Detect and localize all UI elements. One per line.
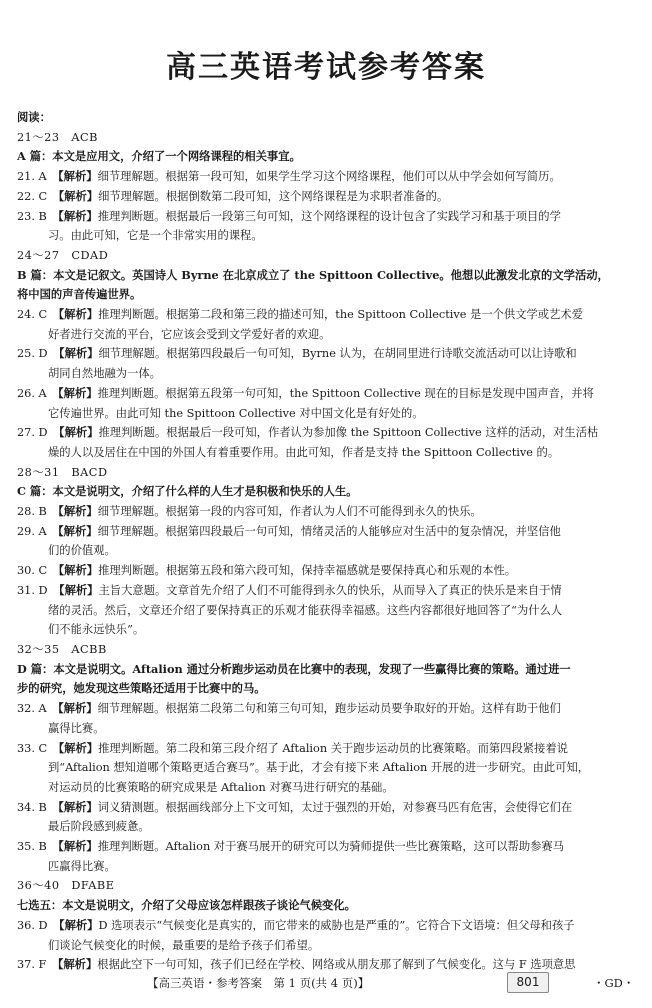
explanation-text: 推理判断题。Aftalion 对于赛马展开的研究可以为骑师提供一些比赛策略，这可以帮助参赛马 xyxy=(97,840,565,854)
explanation-text: 主旨大意题。文章首先介绍了人们不可能得到永久的快乐，从而导入了真正的快乐是来自于情 xyxy=(98,583,562,597)
answer-range: 24～27 CDAD xyxy=(17,248,109,262)
question-answer: 27. D xyxy=(17,426,48,440)
explanation-continued: 到“Aftalion 想知道哪个策略更适合赛马”。基于此，才会有接下来 Aftalion 开展的进一步研究。由此可知， xyxy=(48,761,590,775)
analysis-tag: 【解析】 xyxy=(52,523,98,538)
question-answer: 22. C xyxy=(17,189,48,203)
analysis-tag: 【解析】 xyxy=(52,957,98,972)
passage-summary: C 篇：本文是说明文，介绍了什么样的人生才是积极和快乐的人生。 xyxy=(17,484,358,499)
explanation-continued: 习。由此可知，它是一个非常实用的课程。 xyxy=(48,229,263,243)
answer-item xyxy=(17,344,639,364)
analysis-tag: 【解析】 xyxy=(52,740,99,755)
passage-summary: A 篇：本文是应用文，介绍了一个网络课程的相关事宜。 xyxy=(17,149,301,164)
answer-item xyxy=(17,502,639,522)
analysis-tag: 【解析】 xyxy=(53,346,99,361)
question-answer: 30. C xyxy=(17,564,48,578)
analysis-tag: 【解析】 xyxy=(52,169,98,184)
passage-summary: 步的研究，她发现这些策略还适用于比赛中的马。 xyxy=(17,681,266,696)
analysis-tag: 【解析】 xyxy=(52,701,98,716)
analysis-tag: 【解析】 xyxy=(52,188,99,203)
answer-item xyxy=(17,699,639,719)
explanation-text: 细节理解题。根据第四段最后一句可知，Byrne 认为，在胡同里进行诗歌交流活动可以让诗歌和 xyxy=(98,347,577,361)
explanation-continued: 赢得比赛。 xyxy=(48,721,105,735)
explanation-continued: 们不能永远快乐”。 xyxy=(48,623,145,637)
answer-item xyxy=(17,167,639,187)
question-answer: 31. D xyxy=(17,583,48,597)
answer-item xyxy=(17,739,639,759)
answer-item xyxy=(17,207,639,227)
analysis-tag: 【解析】 xyxy=(53,917,99,932)
analysis-tag: 【解析】 xyxy=(53,582,99,597)
explanation-continued: 好者进行交流的平台，它应该会受到文学爱好者的欢迎。 xyxy=(48,327,331,341)
explanation-continued: 匹赢得比赛。 xyxy=(48,859,116,873)
explanation-continued: 最后阶段感到疲惫。 xyxy=(48,820,150,834)
region-mark: ・GD・ xyxy=(593,976,635,990)
explanation-text: 推理判断题。第二段和第三段介绍了 Aftalion 关于跑步运动员的比赛策略。而第四段紧接着说 xyxy=(98,741,568,755)
answer-item xyxy=(17,561,639,581)
question-answer: 24. C xyxy=(17,308,48,322)
explanation-continued: 对运动员的比赛策略的研究成果是 Aftalion 对赛马进行研究的基础。 xyxy=(48,780,394,794)
answer-item xyxy=(17,305,639,325)
passage-summary: B 篇：本文是记叙文。英国诗人 Byrne 在北京成立了 the Spittoon Collective。他想以此激发北京的文学活动， xyxy=(17,267,609,282)
question-answer: 35. B xyxy=(17,840,47,854)
answer-item xyxy=(17,837,639,857)
analysis-tag: 【解析】 xyxy=(53,425,99,440)
answer-range: 36～40 DFABE xyxy=(17,879,115,893)
explanation-text: 推理判断题。根据第五段和第六段可知，保持幸福感就是要保持真心和乐观的本性。 xyxy=(98,564,517,578)
page-footer xyxy=(0,972,652,992)
question-answer: 33. C xyxy=(17,741,48,755)
explanation-continued: 它传遍世界。由此可知 the Spittoon Collective 对中国文化是有好处的。 xyxy=(48,406,424,420)
passage-summary: D 篇：本文是说明文。Aftalion 通过分析跑步运动员在比赛中的表现，发现了一些赢得比赛的策略。通过进一 xyxy=(17,661,571,676)
analysis-tag: 【解析】 xyxy=(52,839,98,854)
analysis-tag: 【解析】 xyxy=(52,385,98,400)
explanation-text: 推理判断题。根据最后一段第三句可知，这个网络课程的设计包含了实践学习和基于项目的学 xyxy=(97,209,561,223)
question-answer: 36. D xyxy=(17,918,48,932)
explanation-text: 细节理解题。根据第四段最后一句可知，情绪灵活的人能够应对生活中的复杂情况，并坚信他 xyxy=(97,524,561,538)
answer-body xyxy=(17,108,639,975)
explanation-text: 根据此空下一句可知，孩子们已经在学校、网络或从朋友那了解到了气候变化。这与 F 选项意思 xyxy=(97,958,576,972)
question-answer: 21. A xyxy=(17,170,47,184)
question-answer: 26. A xyxy=(17,386,47,400)
paper-code-badge: 801 xyxy=(507,972,549,993)
analysis-tag: 【解析】 xyxy=(52,504,98,519)
question-answer: 29. A xyxy=(17,524,47,538)
footer-text: 【高三英语・参考答案 第 1 页(共 4 页)】 xyxy=(147,976,370,990)
explanation-text: 细节理解题。根据第二段第二句和第三句可知，跑步运动员要争取好的开始。这样有助于他们 xyxy=(97,702,561,716)
explanation-text: 细节理解题。根据第一段的内容可知，作者认为人们不可能得到永久的快乐。 xyxy=(97,505,482,519)
explanation-text: 推理判断题。根据第五段第一句可知，the Spittoon Collective 现在的目标是发现中国声音，并将 xyxy=(97,386,594,400)
question-answer: 23. B xyxy=(17,209,47,223)
question-answer: 34. B xyxy=(17,800,47,814)
analysis-tag: 【解析】 xyxy=(52,799,98,814)
explanation-text: 细节理解题。根据第一段可知，如果学生学习这个网络课程，他们可以从中学会如何写简历。 xyxy=(97,170,561,184)
explanation-text: 词义猜测题。根据画线部分上下文可知，太过于强烈的开始，对参赛马匹有危害，会使得它们在 xyxy=(97,800,573,814)
question-answer: 28. B xyxy=(17,505,47,519)
explanation-continued: 们的价值观。 xyxy=(48,544,116,558)
section-label: 阅读： xyxy=(17,110,51,124)
explanation-text: 细节理解题。根据倒数第二段可知，这个网络课程是为求职者准备的。 xyxy=(98,189,449,203)
analysis-tag: 【解析】 xyxy=(52,307,99,322)
passage-summary: 七选五：本文是说明文，介绍了父母应该怎样跟孩子谈论气候变化。 xyxy=(17,898,356,913)
answer-item xyxy=(17,916,639,936)
answer-range: 28～31 BACD xyxy=(17,465,108,479)
explanation-text: D 选项表示“气候变化是真实的，而它带来的威胁也是严重的”。它符合下文语境：但父母和孩子 xyxy=(98,918,575,932)
page-title: 高三英语考试参考答案 xyxy=(166,50,486,85)
answer-item xyxy=(17,798,639,818)
analysis-tag: 【解析】 xyxy=(52,208,98,223)
explanation-continued: 们谈论气候变化的时候，最重要的是给予孩子们希望。 xyxy=(48,938,320,952)
analysis-tag: 【解析】 xyxy=(52,563,99,578)
explanation-continued: 绪的灵活。然后，文章还介绍了要保持真正的乐观才能获得幸福感。这些内容都很好地回答了“为什么人 xyxy=(48,603,563,617)
answer-item xyxy=(17,581,639,601)
question-answer: 25. D xyxy=(17,347,48,361)
answer-range: 32～35 ACBB xyxy=(17,642,107,656)
explanation-continued: 胡同自然地融为一体。 xyxy=(48,367,161,381)
explanation-text: 推理判断题。根据最后一段可知，作者认为参加像 the Spittoon Collective 这样的活动，对生活枯 xyxy=(98,426,599,440)
answer-item xyxy=(17,423,639,443)
explanation-text: 推理判断题。根据第二段和第三段的描述可知，the Spittoon Collective 是一个供文学或艺术爱 xyxy=(98,308,583,322)
passage-summary: 将中国的声音传遍世界。 xyxy=(17,287,142,302)
answer-item xyxy=(17,522,639,542)
answer-item xyxy=(17,384,639,404)
answer-item xyxy=(17,187,639,207)
question-answer: 32. A xyxy=(17,702,47,716)
explanation-continued: 燥的人以及居住在中国的外国人有着重要作用。由此可知，作者是支持 the Spittoon Collective 的。 xyxy=(48,445,560,459)
answer-range: 21～23 ACB xyxy=(17,130,98,144)
question-answer: 37. F xyxy=(17,958,47,972)
